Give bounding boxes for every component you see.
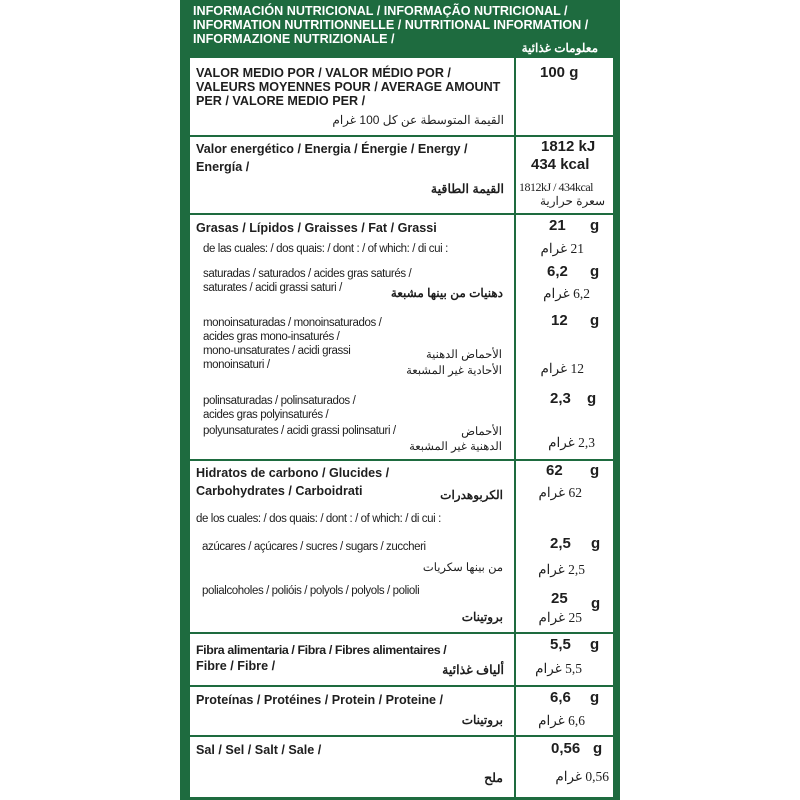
mono-ar-value: 12 غرام: [540, 361, 584, 376]
mono-arabic-1: الأحماض الدهنية: [425, 349, 502, 361]
per100-arabic: القيمة المتوسطة عن كل 100 غرام: [332, 113, 504, 127]
fibre-value: 5,5: [550, 636, 571, 653]
protein-unit: g: [590, 689, 600, 706]
row-divider: [190, 135, 613, 137]
row-divider: [190, 213, 613, 215]
mono-line-1: monoinsaturadas / monoinsaturados /: [203, 317, 382, 329]
protein-label: Proteínas / Protéines / Protein / Proteine /: [196, 693, 444, 707]
fibre-unit: g: [590, 636, 600, 653]
energy-arabic: القيمة الطاقية: [430, 182, 504, 196]
polyols-unit: g: [591, 595, 601, 612]
poly-line-3: polyunsaturates / acidi grassi polinsaturi /: [203, 425, 396, 437]
fat-of-which: de las cuales: / dos quais: / dont : / of which: / di cui :: [203, 243, 448, 255]
per100-line-2: VALEURS MOYENNES POUR / AVERAGE AMOUNT: [196, 80, 501, 94]
polyols-label: polialcoholes / polióis / polyols / polyols / polioli: [202, 585, 420, 597]
carbs-unit: g: [590, 462, 600, 479]
poly-arabic-1: الأحماض: [461, 426, 502, 438]
per100-line-1: VALOR MEDIO POR / VALOR MÉDIO POR /: [196, 66, 451, 80]
energy-ar-value: 1812kJ / 434kcal: [519, 180, 593, 194]
mono-line-2: acides gras mono-insaturés /: [203, 331, 340, 343]
fibre-line-1: Fibra alimentaria / Fibra / Fibres alimentaires /: [196, 643, 447, 657]
energy-kcal: 434 kcal: [531, 156, 590, 173]
energy-line-1: Valor energético / Energia / Énergie / Energy /: [196, 142, 468, 156]
row-divider: [190, 459, 613, 461]
polyols-arabic: بروتينات: [461, 610, 503, 624]
energy-line-2: Energía /: [196, 160, 250, 174]
row-divider: [190, 632, 613, 634]
fibre-ar-value: 5,5 غرام: [535, 661, 582, 676]
fibre-line-2: Fibre / Fibre /: [196, 659, 276, 673]
fat-ar-value: 21 غرام: [540, 241, 584, 256]
saturated-line-1: saturadas / saturados / acides gras saturés /: [203, 268, 412, 280]
carbs-line-2: Carbohydrates / Carboidrati: [196, 484, 363, 498]
protein-arabic: بروتينات: [461, 713, 503, 727]
mono-line-4: monoinsaturi /: [203, 359, 270, 371]
poly-value: 2,3: [550, 390, 571, 407]
mono-value: 12: [551, 312, 568, 329]
row-divider: [190, 685, 613, 687]
header-line-2: INFORMATION NUTRITIONNELLE / NUTRITIONAL INFORMATION /: [193, 18, 589, 32]
energy-kj: 1812 kJ: [541, 138, 596, 155]
carbs-line-1: Hidratos de carbono / Glucides /: [196, 466, 390, 480]
poly-ar-value: 2,3 غرام: [548, 435, 595, 450]
sugars-arabic: من بينها سكريات: [422, 562, 503, 574]
sugars-ar-value: 2,5 غرام: [538, 562, 585, 577]
saturated-arabic: دهنيات من بينها مشبعة: [390, 286, 503, 300]
header-arabic: معلومات غذائية: [521, 41, 598, 55]
mono-line-3: mono-unsaturates / acidi grassi: [203, 345, 351, 357]
energy-ar-unit: سعرة حرارية: [539, 194, 605, 208]
carbs-ar-value: 62 غرام: [538, 485, 582, 500]
column-divider: [514, 58, 516, 797]
per100-value: 100 g: [540, 64, 579, 81]
header-line-3: INFORMAZIONE NUTRIZIONALE /: [193, 32, 395, 46]
salt-ar-value: 0,56 غرام: [555, 769, 609, 784]
saturated-unit: g: [590, 263, 600, 280]
salt-value: 0,56: [551, 740, 581, 757]
carbs-of-which: de los cuales: / dos quais: / dont : / of which: / di cui :: [196, 513, 441, 525]
sugars-unit: g: [591, 535, 601, 552]
label-header: [180, 0, 620, 58]
fat-value: 21: [549, 217, 566, 234]
salt-unit: g: [593, 740, 603, 757]
poly-line-2: acides gras polyinsaturés /: [203, 409, 329, 421]
saturated-line-2: saturates / acidi grassi saturi /: [203, 282, 342, 294]
per100-line-3: PER / VALORE MEDIO PER /: [196, 94, 366, 108]
saturated-ar-value: 6,2 غرام: [543, 286, 590, 301]
sugars-label: azúcares / açúcares / sucres / sugars / zuccheri: [202, 541, 426, 553]
poly-arabic-2: الدهنية غير المشبعة: [409, 441, 502, 453]
mono-arabic-2: الأحادية غير المشبعة: [406, 365, 502, 377]
fibre-arabic: ألياف غذائية: [442, 663, 504, 677]
sugars-value: 2,5: [550, 535, 571, 552]
poly-line-1: polinsaturadas / polinsaturados /: [203, 395, 356, 407]
saturated-value: 6,2: [547, 263, 568, 280]
header-line-1: INFORMACIÓN NUTRICIONAL / INFORMAÇÃO NUTRICIONAL /: [193, 4, 568, 18]
carbs-arabic: الكربوهدرات: [440, 488, 503, 502]
fat-label: Grasas / Lípidos / Graisses / Fat / Grassi: [196, 221, 437, 235]
protein-value: 6,6: [550, 689, 571, 706]
salt-label: Sal / Sel / Salt / Sale /: [196, 743, 322, 757]
row-divider: [190, 735, 613, 737]
protein-ar-value: 6,6 غرام: [538, 713, 585, 728]
polyols-value: 25: [551, 590, 568, 607]
fat-unit: g: [590, 217, 600, 234]
mono-unit: g: [590, 312, 600, 329]
carbs-value: 62: [546, 462, 563, 479]
salt-arabic: ملح: [484, 771, 503, 785]
polyols-ar-value: 25 غرام: [538, 610, 582, 625]
poly-unit: g: [587, 390, 597, 407]
